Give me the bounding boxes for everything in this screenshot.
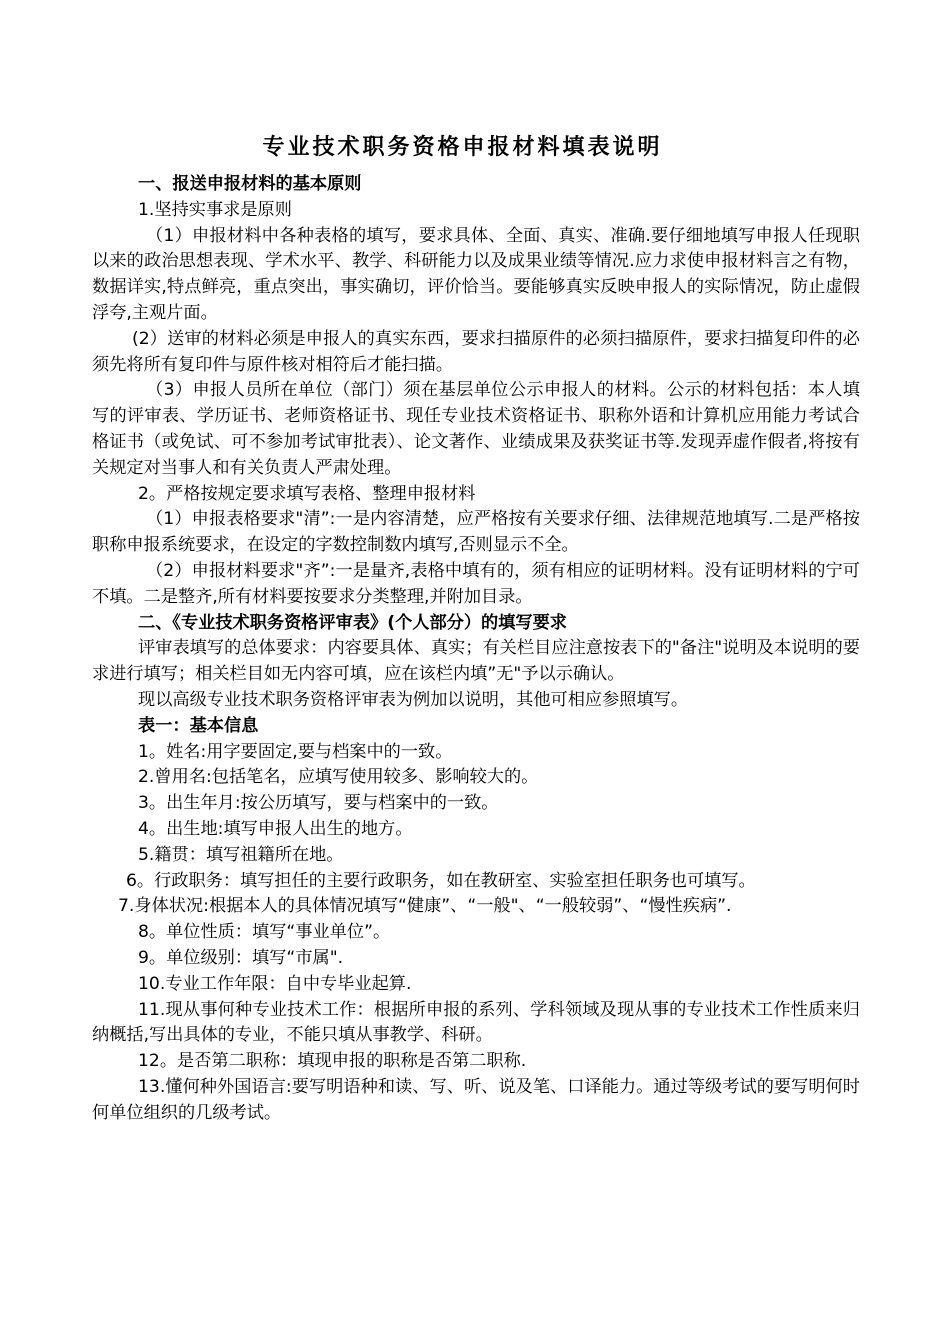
paragraph: （1）申报表格要求"清”:一是内容清楚，应严格按有关要求仔细、法律规范地填写.二是严格按职称申报系统要求，在设定的字数控制数内填写,否则显示不全。 (92, 509, 860, 556)
paragraph: （3）申报人员所在单位（部门）须在基层单位公示申报人的材料。公示的材料包括：本人填写的评审表、学历证书、老师资格证书、现任专业技术资格证书、职称外语和计算机应用能力考试合格证书（或免试、可不参加考试审批表）、论文著作、业绩成果及获奖证书等.发现弄虚作假者,将按有关规定对当事人和有关负责人严肃处理。 (92, 380, 860, 478)
paragraph: （2）申报材料要求"齐”:一是量齐,表格中填有的，须有相应的证明材料。没有证明材料的宁可不填。二是整齐,所有材料要按要求分类整理,并附加目录。 (92, 560, 860, 607)
paragraph: 评审表填写的总体要求：内容要具体、真实；有关栏目应注意按表下的"备注"说明及本说明的要求进行填写；相关栏目如无内容可填，应在该栏内填”无"予以示确认。 (92, 638, 860, 685)
list-item: 6。行政职务：填写担任的主要行政职务，如在教研室、实验室担任职务也可填写。 (126, 870, 756, 891)
list-item: 2.曾用名:包括笔名，应填写使用较多、影响较大的。 (138, 767, 539, 788)
list-item: 10.专业工作年限：自中专毕业起算. (138, 973, 412, 994)
paragraph: (2）送审的材料必须是申报人的真实东西，要求扫描原件的必须扫描原件，要求扫描复印件的必须先将所有复印件与原件核对相符后才能扫描。 (92, 328, 860, 375)
list-item: 13.懂何种外国语言:要写明语种和读、写、听、说及笔、口译能力。通过等级考试的要写明何时何单位组织的几级考试。 (92, 1076, 860, 1123)
list-item: 8。单位性质：填写“事业单位”。 (138, 922, 391, 943)
section-heading: 二、《专业技术职务资格评审表》(个人部分）的填写要求 (138, 612, 567, 633)
subsection-heading: 1.坚持实事求是原则 (138, 199, 292, 220)
document-title: 专业技术职务资格申报材料填表说明 (262, 135, 663, 160)
list-item: 11.现从事何种专业技术工作：根据所申报的系列、学科领域及现从事的专业技术工作性质来归纳概括,写出具体的专业，不能只填从事教学、科研。 (92, 999, 860, 1046)
section-heading: 一、报送申报材料的基本原则 (138, 174, 362, 194)
table-heading: 表一：基本信息 (138, 715, 259, 736)
list-item: 7.身体状况:根据本人的具体情况填写“健康”、“一般"、“一般较弱”、“慢性疾病”. (118, 896, 732, 917)
subsection-heading: 2。严格按规定要求填写表格、整理申报材料 (138, 483, 476, 504)
list-item: 3。出生年月:按公历填写，要与档案中的一致。 (138, 793, 499, 814)
list-item: 5.籍贯：填写祖籍所在地。 (138, 844, 344, 865)
list-item: 12。是否第二职称：填现申报的职称是否第二职称. (138, 1051, 527, 1072)
list-item: 4。出生地:填写申报人出生的地方。 (138, 818, 413, 839)
paragraph: （1）申报材料中各种表格的填写，要求具体、全面、真实、准确.要仔细地填写申报人任现职以来的政治思想表现、学术水平、教学、科研能力以及成果业绩等情况.应力求使申报材料言之有物，数据详实,特点鲜亮，重点突出，事实确切，评价恰当。要能够真实反映申报人的实际情况，防止虚假浮夸,主观片面。 (92, 225, 860, 323)
list-item: 9。单位级别：填写“市属". (138, 947, 344, 968)
list-item: 1。姓名:用字要固定,要与档案中的一致。 (138, 741, 453, 762)
paragraph: 现以高级专业技术职务资格评审表为例加以说明，其他可相应参照填写。 (138, 689, 689, 710)
document-body (92, 172, 860, 1126)
